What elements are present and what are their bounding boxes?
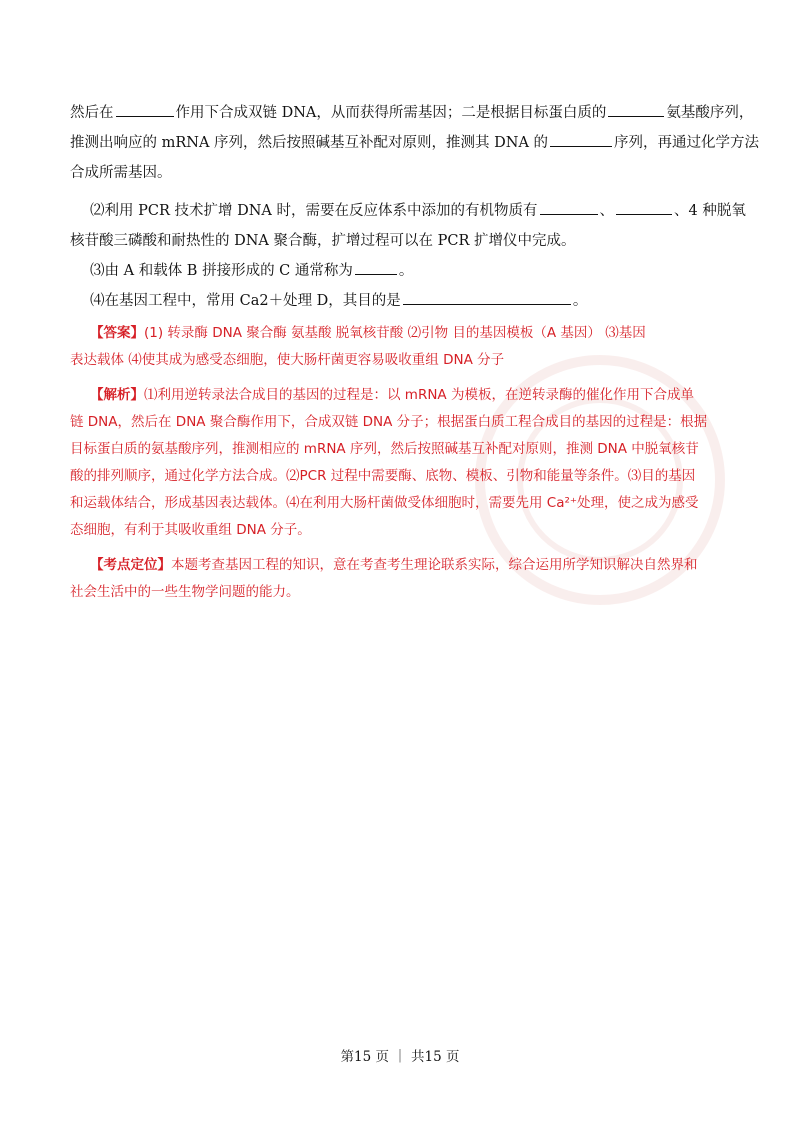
answer-blank	[403, 290, 571, 305]
analysis-line-4: 酸的排列顺序，通过化学方法合成。⑵PCR 过程中需要酶、底物、模板、引物和能量等条件。⑶目的基因	[70, 468, 696, 484]
question-1-line-1: 然后在 作用下合成双链 DNA，从而获得所需基因；二是根据目标蛋白质的 氨基酸序列，	[70, 98, 730, 128]
answer-blank	[355, 260, 397, 275]
document-body	[70, 98, 760, 606]
answer-section: 【答案】(1) 转录酶 DNA 聚合酶 氨基酸 脱氧核苷酸 ⑵引物 目的基因模板（A 基因） ⑶基因	[90, 325, 646, 341]
answer-line-2: 表达载体 ⑷使其成为感受态细胞，使大肠杆菌更容易吸收重组 DNA 分子	[70, 352, 505, 368]
analysis-tag: 【解析】	[90, 387, 144, 403]
question-4: ⑷在基因工程中，常用 Ca2＋处理 D，其目的是 。	[70, 286, 730, 316]
page-footer: 第15 页 ｜ 共15 页	[340, 1049, 460, 1065]
answer-blank	[608, 102, 664, 117]
analysis-line-6: 态细胞，有利于其吸收重组 DNA 分子。	[70, 522, 311, 538]
question-1-line-2: 推测出响应的 mRNA 序列，然后按照碱基互补配对原则，推测其 DNA 的 序列，再通过化学方法	[70, 128, 730, 158]
answer-blank	[616, 200, 672, 215]
answer-tag: 【答案】	[90, 325, 144, 341]
question-3: ⑶由 A 和载体 B 拼接形成的 C 通常称为 。	[70, 256, 730, 286]
answer-blank	[540, 200, 598, 215]
question-1-line-3: 合成所需基因。	[70, 165, 172, 181]
analysis-line-5: 和运载体结合，形成基因表达载体。⑷在利用大肠杆菌做受体细胞时，需要先用 Ca²⁺处理，使之成为感受	[70, 495, 699, 511]
analysis-section: 【解析】⑴利用逆转录法合成目的基因的过程是：以 mRNA 为模板，在逆转录酶的催化作用下合成单	[90, 387, 694, 403]
analysis-line-3: 目标蛋白质的氨基酸序列，推测相应的 mRNA 序列，然后按照碱基互补配对原则，推测 DNA 中脱氧核苷	[70, 441, 699, 457]
question-2-line-2: 核苷酸三磷酸和耐热性的 DNA 聚合酶，扩增过程可以在 PCR 扩增仪中完成。	[70, 233, 576, 249]
analysis-line-2: 链 DNA，然后在 DNA 聚合酶作用下，合成双链 DNA 分子；根据蛋白质工程合成目的基因的过程是：根据	[70, 414, 708, 430]
answer-blank	[116, 102, 174, 117]
kaodian-tag: 【考点定位】	[90, 557, 171, 573]
kaodian-line-2: 社会生活中的一些生物学问题的能力。	[70, 584, 300, 600]
kaodian-section: 【考点定位】本题考查基因工程的知识，意在考查考生理论联系实际，综合运用所学知识解决自然界和	[90, 557, 698, 573]
question-2-line-1: ⑵利用 PCR 技术扩增 DNA 时，需要在反应体系中添加的有机物质有 、 、4 种脱氧	[70, 196, 730, 226]
answer-blank	[550, 132, 612, 147]
